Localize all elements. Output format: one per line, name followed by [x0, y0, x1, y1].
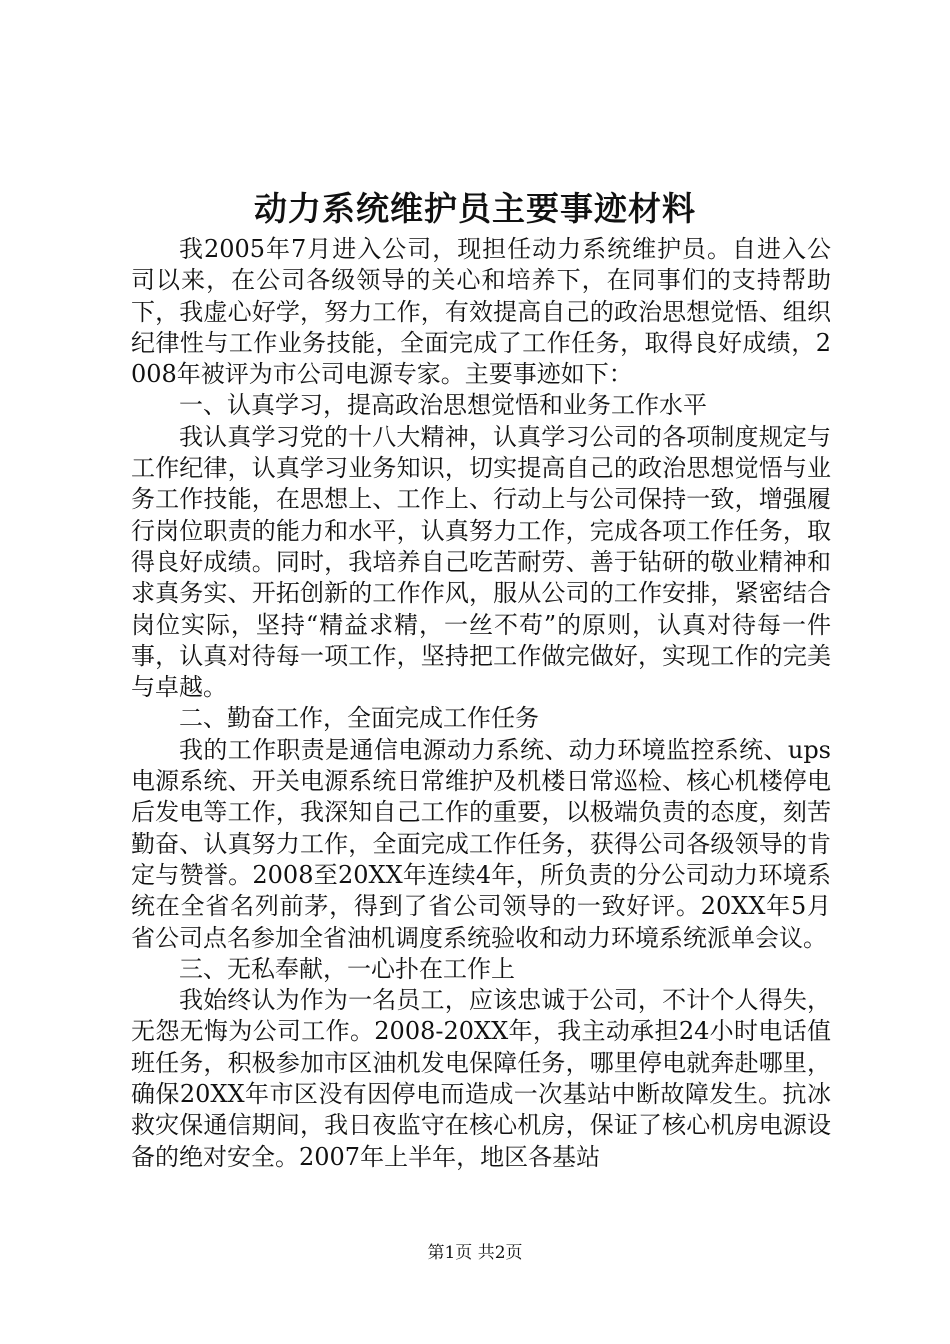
- section-heading-3: 三、无私奉献，一心扑在工作上: [179, 954, 515, 983]
- paragraph-intro: 我2005年7月进入公司，现担任动力系统维护员。自进入公司以来，在公司各级领导的关心和培养下，在同事们的支持帮助下，我虚心好学，努力工作，有效提高自己的政治思想觉悟、组织纪律性与工作业务技能，全面完成了工作任务，取得良好成绩，2008年被评为市公司电源专家。主要事迹如下：: [131, 235, 831, 389]
- paragraph-section-1: 我认真学习党的十八大精神，认真学习公司的各项制度规定与工作纪律，认真学习业务知识，切实提高自己的政治思想觉悟与业务工作技能，在思想上、工作上、行动上与公司保持一致，增强履行岗位职责的能力和水平，认真努力工作，完成各项工作任务，取得良好成绩。同时，我培养自己吃苦耐劳、善于钻研的敬业精神和求真务实、开拓创新的工作作风，服从公司的工作安排，紧密结合岗位实际，坚持“精益求精，一丝不苟”的原则，认真对待每一件事，认真对待每一项工作，坚持把工作做完做好，实现工作的完美与卓越。: [131, 422, 831, 702]
- page-number-footer: 第1页 共2页: [427, 1243, 523, 1263]
- document-title: 动力系统维护员主要事迹材料: [254, 189, 696, 228]
- paragraph-section-2: 我的工作职责是通信电源动力系统、动力环境监控系统、ups电源系统、开关电源系统日常维护及机楼日常巡检、核心机楼停电后发电等工作，我深知自己工作的重要，以极端负责的态度，刻苦勤奋、认真努力工作，全面完成工作任务，获得公司各级领导的肯定与赞誉。2008至20XX年连续4年，所负责的分公司动力环境系统在全省名列前茅，得到了省公司领导的一致好评。20XX年5月省公司点名参加全省油机调度系统验收和动力环境系统派单会议。: [131, 735, 831, 952]
- document-body: [131, 234, 831, 1173]
- section-heading-2: 二、勤奋工作，全面完成工作任务: [179, 704, 539, 733]
- paragraph-section-3: 我始终认为作为一名员工，应该忠诚于公司，不计个人得失，无怨无悔为公司工作。2008-20XX年，我主动承担24小时电话值班任务，积极参加市区油机发电保障任务，哪里停电就奔赴哪里，确保20XX年市区没有因停电而造成一次基站中断故障发生。抗冰救灾保通信期间，我日夜监守在核心机房，保证了核心机房电源设备的绝对安全。2007年上半年，地区各基站: [131, 986, 831, 1171]
- section-heading-1: 一、认真学习，提高政治思想觉悟和业务工作水平: [179, 391, 707, 420]
